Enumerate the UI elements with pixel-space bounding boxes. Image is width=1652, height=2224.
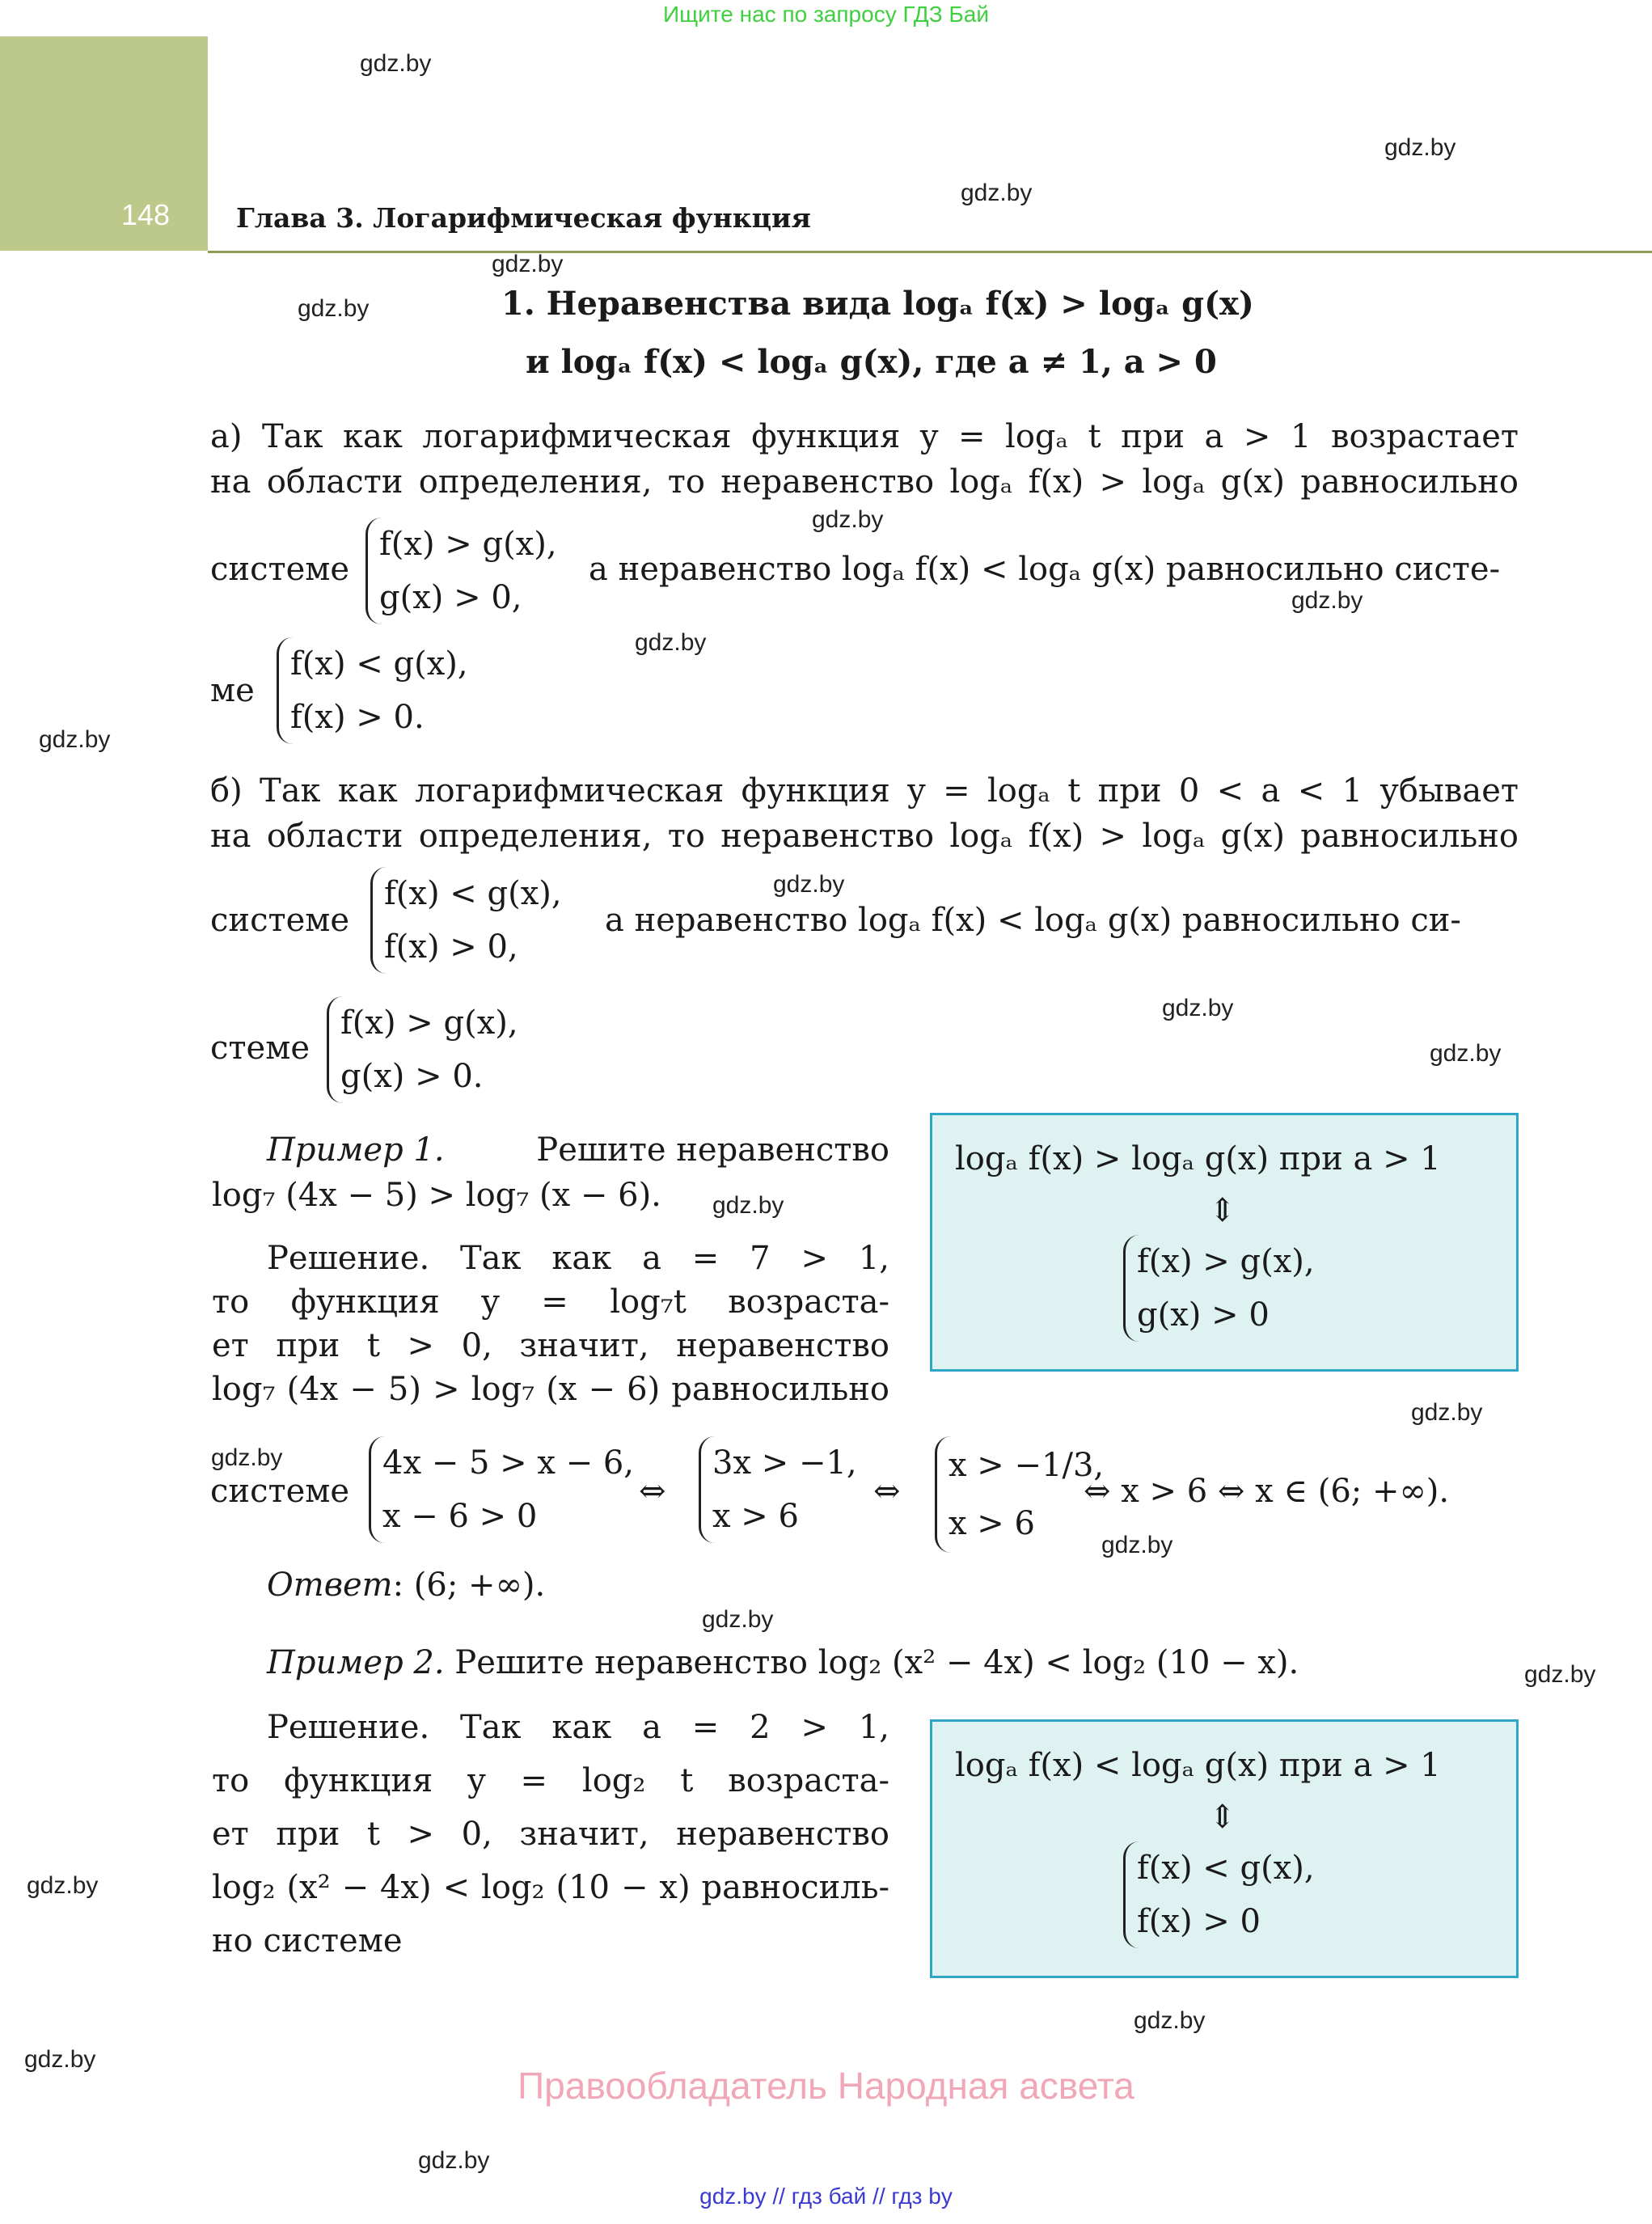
watermark: gdz.by [1430, 1040, 1502, 1067]
system-line: x > 6 [949, 1505, 1035, 1542]
example2-task: Решите неравенство log₂ (x² − 4x) < log₂ (10 − x). [454, 1644, 1299, 1681]
chapter-title: Глава 3. Логарифмическая функция [236, 202, 811, 234]
example1-solution-line: ет при t > 0, значит, неравенство [212, 1327, 889, 1364]
system-line: x > −1/3, [949, 1447, 1105, 1484]
equivalence-arrow-icon: ⇕ [1209, 1192, 1236, 1229]
system-line: f(x) < g(x), [384, 875, 562, 912]
watermark: gdz.by [24, 2046, 96, 2073]
example2-solution-line: ет при t > 0, значит, неравенство [212, 1816, 889, 1853]
watermark: gdz.by [961, 180, 1033, 206]
example1-conclusion: ⇔ x > 6 ⇔ x ∈ (6; +∞). [1084, 1473, 1450, 1510]
watermark: gdz.by [1291, 587, 1363, 614]
system-line: f(x) > g(x), [379, 526, 557, 563]
answer-value: : (6; +∞). [392, 1567, 546, 1604]
example2-label: Пример 2. [267, 1644, 445, 1681]
system-line: f(x) < g(x), [290, 645, 468, 683]
watermark: gdz.by [27, 1872, 99, 1899]
example1-task: Решите неравенство [536, 1131, 889, 1169]
part-b-mid-text: а неравенство logₐ f(x) < logₐ g(x) равносильно си- [605, 902, 1461, 939]
part-b-system2 [327, 996, 518, 1103]
example1-label: Пример 1. [267, 1131, 445, 1169]
rule-box-1-system [1123, 1235, 1315, 1342]
watermark: gdz.by [712, 1192, 784, 1219]
example2-solution-line: Решение. Так как a = 2 > 1, [267, 1709, 889, 1746]
equivalence-icon: ⇔ [639, 1473, 666, 1510]
example1-system2 [699, 1436, 857, 1543]
watermark: gdz.by [635, 629, 707, 656]
system-line: f(x) < g(x), [1137, 1850, 1315, 1887]
part-a-line1: а) Так как логарифмическая функция y = logₐ t при a > 1 возрастает [210, 418, 1519, 455]
watermark: gdz.by [812, 506, 884, 533]
example1-heading [267, 1127, 889, 1173]
watermark: gdz.by [702, 1606, 774, 1633]
part-b-system1 [370, 867, 562, 974]
example1-system3 [935, 1436, 1104, 1553]
watermark: gdz.by [492, 251, 564, 277]
rule-box-1-line1: logₐ f(x) > logₐ g(x) при a > 1 [955, 1140, 1441, 1178]
section-title-line2: и logₐ f(x) < logₐ g(x), где a ≠ 1, a > 0 [526, 343, 1217, 381]
watermark: gdz.by [1384, 134, 1456, 161]
header-rule [208, 251, 1652, 253]
equivalence-icon: ⇔ [873, 1473, 901, 1510]
footer-links[interactable]: gdz.by // гдз бай // гдз by [699, 2184, 953, 2209]
answer-label: Ответ [267, 1567, 393, 1604]
section-title-line1: 1. Неравенства вида logₐ f(x) > logₐ g(x) [501, 285, 1254, 323]
rule-box-1 [930, 1113, 1519, 1372]
watermark: gdz.by [773, 871, 845, 898]
part-b-suffix: стеме [210, 1030, 310, 1067]
watermark: gdz.by [1134, 2007, 1206, 2034]
page-number: 148 [121, 198, 171, 231]
system-line: g(x) > 0. [340, 1058, 484, 1095]
system-line: x > 6 [712, 1498, 799, 1535]
rule-box-2 [930, 1719, 1519, 1978]
equivalence-arrow-icon: ⇕ [1209, 1799, 1236, 1836]
watermark: gdz.by [1101, 1532, 1173, 1558]
example2-solution-line: то функция y = log₂ t возраста- [212, 1762, 889, 1799]
example1-system-prefix: системе [210, 1473, 350, 1510]
example2-heading [267, 1640, 1299, 1685]
watermark: gdz.by [1524, 1661, 1596, 1688]
system-line: f(x) > g(x), [1137, 1243, 1315, 1280]
part-b-line2: на области определения, то неравенство logₐ f(x) > logₐ g(x) равносильно [210, 818, 1519, 855]
example1-solution-line: Решение. Так как a = 7 > 1, [267, 1240, 889, 1277]
page-corner-block [0, 36, 208, 251]
part-a-line2: на области определения, то неравенство logₐ f(x) > logₐ g(x) равносильно [210, 463, 1519, 501]
part-b-line1: б) Так как логарифмическая функция y = logₐ t при 0 < a < 1 убывает [210, 772, 1519, 810]
part-a-suffix: ме [210, 672, 255, 709]
system-line: 3x > −1, [712, 1444, 857, 1482]
system-line: x − 6 > 0 [382, 1498, 538, 1535]
copyright-owner: Правообладатель Народная асвета [518, 2065, 1134, 2107]
rule-box-2-system [1123, 1841, 1315, 1948]
part-a-system-prefix: системе [210, 551, 350, 588]
watermark: gdz.by [360, 50, 432, 77]
example1-solution-line: то функция y = log₇t возраста- [212, 1283, 889, 1321]
part-a-mid-text: а неравенство logₐ f(x) < logₐ g(x) равносильно систе- [589, 551, 1501, 588]
rule-box-2-line1: logₐ f(x) < logₐ g(x) при a > 1 [955, 1747, 1441, 1784]
watermark: gdz.by [418, 2147, 490, 2174]
example1-answer [267, 1562, 545, 1608]
system-line: f(x) > 0. [290, 699, 425, 736]
top-banner[interactable]: Ищите нас по запросу ГДЗ Бай [662, 2, 990, 27]
watermark: gdz.by [298, 295, 370, 322]
watermark: gdz.by [1411, 1399, 1483, 1426]
part-a-system1 [365, 518, 557, 624]
part-b-system-prefix: системе [210, 902, 350, 939]
watermark: gdz.by [39, 726, 111, 753]
watermark: gdz.by [1162, 995, 1234, 1021]
system-line: f(x) > g(x), [340, 1004, 518, 1042]
example1-inequality: log₇ (4x − 5) > log₇ (x − 6). [212, 1177, 661, 1214]
system-line: 4x − 5 > x − 6, [382, 1444, 635, 1482]
example2-solution-line: log₂ (x² − 4x) < log₂ (10 − x) равносиль- [212, 1869, 889, 1906]
system-line: f(x) > 0 [1137, 1903, 1261, 1940]
system-line: g(x) > 0 [1137, 1296, 1270, 1334]
example1-solution-line: log₇ (4x − 5) > log₇ (x − 6) равносильно [212, 1371, 889, 1408]
watermark: gdz.by [211, 1444, 283, 1471]
example2-solution-line: но системе [212, 1922, 403, 1960]
system-line: f(x) > 0, [384, 928, 518, 966]
example1-system1 [369, 1436, 634, 1543]
system-line: g(x) > 0, [379, 579, 522, 616]
part-a-system2 [277, 637, 468, 744]
